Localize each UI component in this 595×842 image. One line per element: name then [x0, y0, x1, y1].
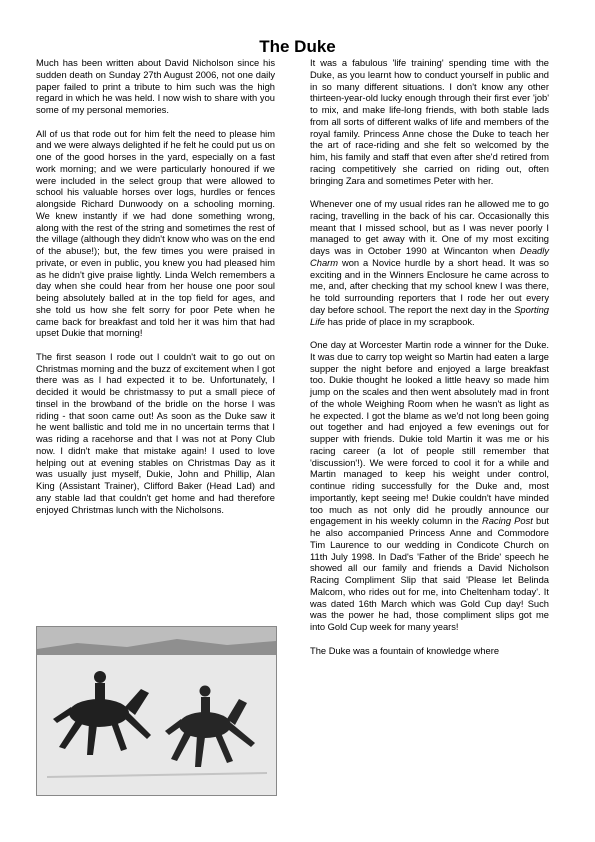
paragraph: All of us that rode out for him felt the need to please him and we were always delighted if he felt he could put us on one of the good horses in the yard, especially on a fast work morning; and we were particularly honoured if we were included in the select group that were allowed to school his valuable horses over logs, hurdles or fences alongside Richard Dunwoody on a schooling morning. We knew instantly if we had done something wrong, along with the rest of the string and sometimes the rest of the village (although they didn't know who was on the end of the abuse!); but, the few times you were praised in private, or even in public, you knew you had pleased him as he didn't give praise lightly. Linda Welch remembers a day when she could hear from her house one poor soul being absolutely balled at in the top field for ages, and she told us how she felt sorry for poor Pete when he came back for breakfast and told her it was him that had upset Dukie that morning! [36, 128, 275, 339]
right-column [310, 58, 549, 669]
paragraph: It was a fabulous 'life training' spending time with the Duke, as you learnt how to conduct yourself in public and in so many different situations. I don't know any other thirteen-year-old lucky enough through their first ever 'job' to mix, and make life-long friends, with both stable lads from all sorts of different walks of life and members of the royal family. Princess Anne chose the Duke to teach her the art of race-riding and she felt so welcomed by the him, his family and staff that even after she'd retired from racing competitively she carried on riding out, often bringing Zara and sometimes Peter with her. [310, 58, 549, 186]
paragraph: The first season I rode out I couldn't wait to go out on Christmas morning and the buzz of excitement when I got there was as I had expected it to be. Unfortunately, I decided it would be christmassy to put a small piece of tinsel in the browband of the bridle on the horse I was riding - that soon came out! As soon as the Duke saw it he went ballistic and told me in no uncertain terms that I was riding a racehorse and that I was not at Pony Club now. I didn't make that mistake again! I used to love helping out at evening stables on Christmas Day as it was usually just myself, Dukie, John and Phillip, Alan King (Assistant Trainer), Clifford Baker (Head Lad) and any stable lad that couldn't get home and had therefore enjoyed Christmas lunch with the Nicholsons. [36, 351, 275, 515]
photo-illustration [37, 627, 276, 795]
left-column [36, 58, 275, 528]
paragraph [310, 340, 549, 634]
text-run: has pride of place in my scrapbook. [325, 316, 475, 327]
text-run: One day at Worcester Martin rode a winner for the Duke. It was due to carry top weight so Martin had eaten a large supper the night before and enjoyed a large breakfast too. Dukie thought he looked a little heavy so made him jump on the scales and then went absolutely mad in front of the whole Weighing Room when he wasn't as light as he expected. I got the blame as we'd not long been going out together and had enjoyed a few evenings out for supper with friends. Dukie told Martin it was me or his racing career (a lot of people still remember that 'discussion'!). We were forced to cool it for a while and Martin managed to keep his weight under control, continue riding successfully for the Duke and, most importantly, kept seeing me! Dukie couldn't have minded too much as not only did he proudly announce our engagement in his weekly column in the [310, 340, 549, 527]
newspaper-name: Sporting Life [310, 304, 549, 327]
newspaper-name: Racing Post [481, 516, 533, 527]
paragraph: The Duke was a fountain of knowledge where [310, 645, 500, 656]
article-title: The Duke [259, 37, 336, 56]
text-run: won a Novice hurdle by a short head. It was so exciting and in the Winners Enclosure he came across to me, and, after checking that my school knew I was there, he told surrounding reporters that I rode her out every day before school. The report the next day in the [310, 257, 549, 315]
paragraph: Much has been written about David Nicholson since his sudden death on Sunday 27th August 2006, not one daily paper failed to print a tribute to him such was the high regard in which he was held. I now wish to share with you some of my personal memories. [36, 58, 275, 115]
horse-name: Deadly Charm [310, 246, 549, 268]
text-run: Whenever one of my usual rides ran he allowed me to go racing, travelling in the back of his car. Occasionally this meant that I missed school, but as I was never poorly I managed to get away with it. One of my most exciting days was in October 1990 at Wincanton when [310, 199, 549, 256]
racehorses-photo [36, 626, 277, 796]
paragraph [310, 199, 549, 328]
text-run: but he also accompanied Princess Anne and Commodore Tim Laurence to our wedding in Condicote Church on 11th July 1998. In Dad's 'Father of the Bride' speech he showed all our family and friends a David Nicholson Racing Compliment Slip that said 'Please let Belinda Malcom, who rides out for me, into Cheltenham today'. It was dated 16th March which was Gold Cup day! Such was the power he had, those compliment slips got me into Gold Cup week for many years! [310, 516, 549, 632]
